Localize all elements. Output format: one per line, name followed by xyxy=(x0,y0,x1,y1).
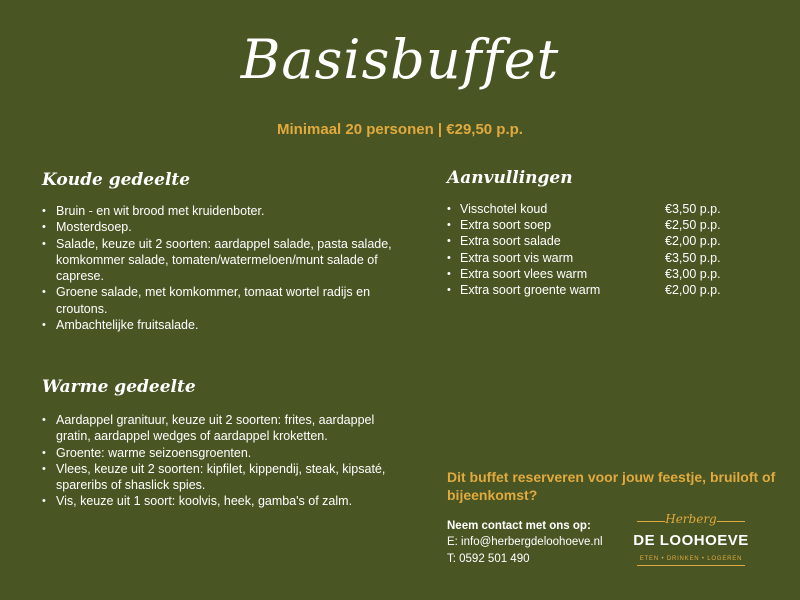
koude-heading: Koude gedeelte xyxy=(42,170,191,190)
addon-price: €3,50 p.p. xyxy=(665,202,721,216)
page-title: Basisbuffet xyxy=(240,28,560,91)
bullet-icon: • xyxy=(42,462,46,475)
list-item: • Vis, keuze uit 1 soort: koolvis, heek, gamba's of zalm. xyxy=(42,494,353,509)
bullet-icon: • xyxy=(42,414,46,426)
bullet-icon: • xyxy=(42,286,46,299)
bullet-icon: • xyxy=(42,237,46,250)
list-item: • Groente: warme seizoensgroenten. xyxy=(42,445,252,460)
table-row xyxy=(447,250,721,266)
list-item: • Bruin - en wit brood met kruidenboter. xyxy=(42,204,265,218)
bullet-icon: • xyxy=(447,284,451,297)
bullet-icon: • xyxy=(447,267,451,280)
addon-name: Extra soort salade xyxy=(460,234,561,249)
logo-name: DE LOOHOEVE xyxy=(633,532,749,549)
contact-email[interactable]: E: info@herbergdeloohoeve.nl xyxy=(447,536,603,548)
price-subtitle: Minimaal 20 personen | €29,50 p.p. xyxy=(277,121,523,138)
table-row xyxy=(447,233,721,249)
reservation-cta: Dit buffet reserveren voor jouw feestje, bruiloft of bijeenkomst? xyxy=(447,469,776,503)
warme-list xyxy=(42,412,404,510)
table-row xyxy=(447,282,721,298)
bullet-icon: • xyxy=(447,203,451,215)
warme-heading: Warme gedeelte xyxy=(42,377,196,397)
addon-name: Extra soort groente warm xyxy=(460,283,601,298)
bullet-icon: • xyxy=(42,319,46,332)
addon-price: €3,50 p.p. xyxy=(665,250,721,265)
addon-name: Extra soort vis warm xyxy=(460,250,574,265)
table-row xyxy=(447,266,721,282)
logo-bottom-rule xyxy=(637,565,745,566)
list-item: • Ambachtelijke fruitsalade. xyxy=(42,318,199,333)
list-item: • Aardappel granituur, keuze uit 2 soorten: frites, aardappel gratin, aardappel wedges of aardappel kroketten. xyxy=(42,413,375,444)
bullet-icon: • xyxy=(42,221,46,234)
bullet-icon: • xyxy=(42,205,46,217)
logo-script: Herberg xyxy=(665,512,717,526)
list-item: • Vlees, keuze uit 2 soorten: kipfilet, kippendij, steak, kipsaté, spareribs of shaslick spies. xyxy=(42,461,386,493)
logo-rule-right xyxy=(717,521,745,522)
addon-name: Visschotel koud xyxy=(460,202,548,216)
addon-price: €3,00 p.p. xyxy=(665,266,721,281)
aanvullingen-table xyxy=(447,201,721,298)
bullet-icon: • xyxy=(42,446,46,459)
list-item: • Mosterdsoep. xyxy=(42,220,132,235)
bullet-icon: • xyxy=(447,235,451,248)
contact-phone[interactable]: T: 0592 501 490 xyxy=(447,553,530,565)
contact-heading: Neem contact met ons op: xyxy=(447,520,591,532)
logo xyxy=(633,512,749,572)
bullet-icon: • xyxy=(447,219,451,232)
addon-name: Extra soort vlees warm xyxy=(460,266,588,281)
aanvullingen-heading: Aanvullingen xyxy=(447,168,573,188)
table-row xyxy=(447,201,721,217)
addon-price: €2,00 p.p. xyxy=(665,234,721,249)
bullet-icon: • xyxy=(42,495,46,508)
table-row xyxy=(447,217,721,233)
addon-price: €2,00 p.p. xyxy=(665,283,721,298)
logo-tagline: ETEN • DRINKEN • LOGEREN xyxy=(639,556,743,562)
koude-list xyxy=(42,203,392,333)
addon-price: €2,50 p.p. xyxy=(665,218,721,233)
list-item: • Salade, keuze uit 2 soorten: aardappel salade, pasta salade, komkommer salade, tomaten/watermeloen/munt salade of caprese. xyxy=(42,236,392,284)
bullet-icon: • xyxy=(447,251,451,264)
list-item: • Groene salade, met komkommer, tomaat wortel radijs en croutons. xyxy=(42,285,371,316)
addon-name: Extra soort soep xyxy=(460,218,552,233)
